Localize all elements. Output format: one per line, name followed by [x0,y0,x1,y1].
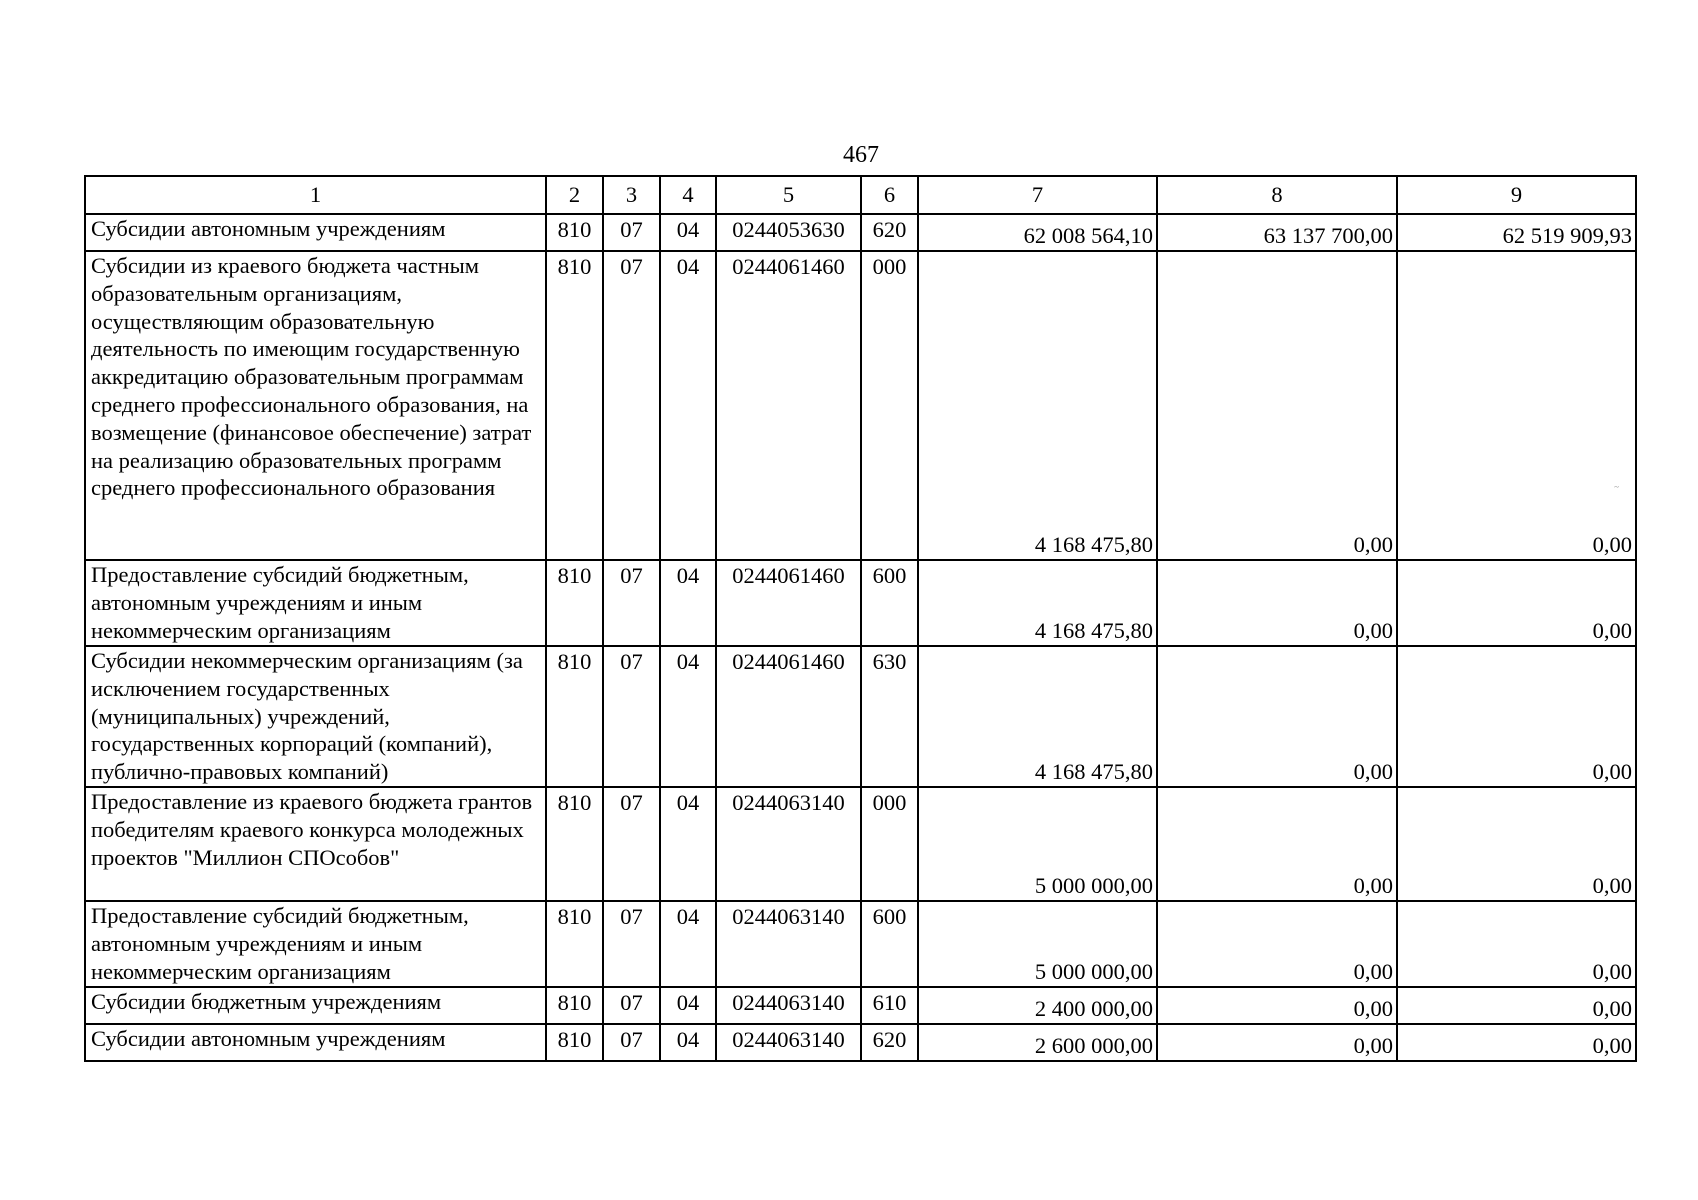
row-name: Субсидии бюджетным учреждениям [85,987,546,1024]
code-cell: 07 [603,901,660,987]
amount-cell: 0,00 [1397,787,1636,901]
code-cell: 0244063140 [716,1024,861,1061]
code-cell: 04 [660,251,716,560]
code-cell: 810 [546,560,603,646]
row-name: Субсидии автономным учреждениям [85,1024,546,1061]
amount-cell: 0,00 [1397,1024,1636,1061]
table-row [85,214,1636,251]
column-header: 7 [918,176,1157,214]
amount-cell: 0,00 [1397,646,1636,787]
amount-cell: 0,00 [1157,787,1397,901]
code-cell: 0244063140 [716,787,861,901]
amount-cell: 62 008 564,10 [918,214,1157,251]
column-header: 6 [861,176,918,214]
amount-cell: 0,00 [1157,987,1397,1024]
code-cell: 07 [603,987,660,1024]
amount-cell: 5 000 000,00 [918,787,1157,901]
amount-cell [1397,251,1636,560]
row-name: Субсидии некоммерческим организациям (за исключением государственных (муниципальных) учреждений, государственных корпораций (компаний), публично-правовых компаний) [85,646,546,787]
column-header: 1 [85,176,546,214]
code-cell: 810 [546,987,603,1024]
amount-cell: 63 137 700,00 [1157,214,1397,251]
amount-cell: 4 168 475,80 [918,560,1157,646]
code-cell: 04 [660,987,716,1024]
column-header: 9 [1397,176,1636,214]
column-header: 8 [1157,176,1397,214]
amount-cell: 0,00 [1157,560,1397,646]
column-header: 5 [716,176,861,214]
row-name: Субсидии из краевого бюджета частным образовательным организациям, осуществляющим образовательную деятельность по имеющим государственную аккредитацию образовательным программам среднего профессионального образования, на возмещение (финансовое обеспечение) затрат на реализацию образовательных программ среднего профессионального образования [85,251,546,560]
code-cell: 810 [546,901,603,987]
code-cell: 810 [546,214,603,251]
table-row [85,646,1636,787]
code-cell: 0244061460 [716,646,861,787]
amount-cell: 62 519 909,93 [1397,214,1636,251]
code-cell: 07 [603,787,660,901]
table-row [85,560,1636,646]
amount-cell: 4 168 475,80 [918,646,1157,787]
code-cell: 04 [660,901,716,987]
code-cell: 07 [603,251,660,560]
code-cell: 600 [861,901,918,987]
amount-cell: 0,00 [1397,560,1636,646]
column-header: 4 [660,176,716,214]
column-header: 3 [603,176,660,214]
amount-cell: 2 400 000,00 [918,987,1157,1024]
code-cell: 0244053630 [716,214,861,251]
scan-mark: ~ [1614,482,1619,492]
amount-cell: 0,00 [1157,1024,1397,1061]
code-cell: 04 [660,646,716,787]
amount-cell: 0,00 [1157,901,1397,987]
code-cell: 630 [861,646,918,787]
amount-cell: 5 000 000,00 [918,901,1157,987]
amount-cell: 0,00 [1397,901,1636,987]
code-cell: 620 [861,1024,918,1061]
code-cell: 04 [660,560,716,646]
row-name: Субсидии автономным учреждениям [85,214,546,251]
code-cell: 810 [546,646,603,787]
table-row [85,987,1636,1024]
amount-cell: 0,00 [1157,646,1397,787]
code-cell: 000 [861,251,918,560]
code-cell: 04 [660,1024,716,1061]
column-header: 2 [546,176,603,214]
code-cell: 610 [861,987,918,1024]
code-cell: 000 [861,787,918,901]
code-cell: 810 [546,1024,603,1061]
amount-cell: 0,00 [1397,987,1636,1024]
code-cell: 0244061460 [716,251,861,560]
code-cell: 0244061460 [716,560,861,646]
table-row [85,1024,1636,1061]
amount-cell: 4 168 475,80 [918,251,1157,560]
table-row [85,787,1636,901]
code-cell: 07 [603,646,660,787]
code-cell: 07 [603,560,660,646]
table-row [85,251,1636,560]
page-number: 467 [843,142,879,168]
row-name: Предоставление из краевого бюджета грантов победителям краевого конкурса молодежных проектов "Миллион СПОсобов" [85,787,546,901]
table-row [85,901,1636,987]
code-cell: 0244063140 [716,901,861,987]
amount-cell: 2 600 000,00 [918,1024,1157,1061]
amount-cell: 0,00 [1157,251,1397,560]
amount-value: 0,00 [1592,532,1632,558]
row-name: Предоставление субсидий бюджетным, автономным учреждениям и иным некоммерческим организациям [85,901,546,987]
budget-table [84,175,1637,1062]
code-cell: 04 [660,787,716,901]
code-cell: 04 [660,214,716,251]
code-cell: 810 [546,251,603,560]
code-cell: 07 [603,1024,660,1061]
code-cell: 620 [861,214,918,251]
column-number-row [85,176,1636,214]
row-name: Предоставление субсидий бюджетным, автономным учреждениям и иным некоммерческим организациям [85,560,546,646]
code-cell: 07 [603,214,660,251]
code-cell: 0244063140 [716,987,861,1024]
code-cell: 810 [546,787,603,901]
code-cell: 600 [861,560,918,646]
